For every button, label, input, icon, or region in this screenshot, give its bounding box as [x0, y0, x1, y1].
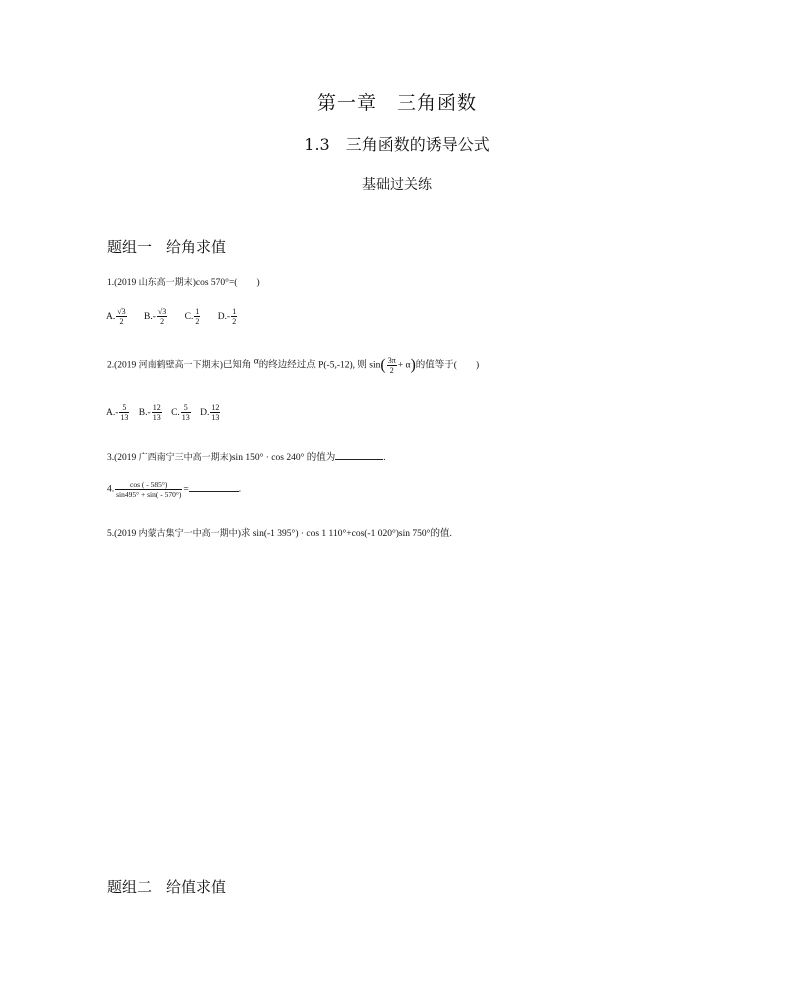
- q5-stem: )求 sin(-1 395°) · cos 1 110°+cos(-1 020°)sin 750°的值.: [237, 529, 452, 539]
- q2-source: 河南鹤壁高一下期末: [138, 360, 220, 371]
- question-5: [107, 525, 452, 539]
- q3-end: .: [383, 453, 386, 463]
- group-two-heading: [107, 876, 226, 897]
- section-title: 1.3 三角函数的诱导公式: [304, 135, 490, 154]
- q5-source: 内蒙古集宁一中高一期中: [138, 529, 238, 539]
- q2-inner-num: 3π: [387, 356, 396, 365]
- q2-inner-rest: + α: [397, 360, 411, 371]
- q2-alpha: α: [253, 356, 259, 367]
- question-2: 2.(2019 河南鹤壁高一下期末)已知角 α的终边经过点 P(-5,-12), 则 sin( $\frac{3\pi}{2}$ + α)的值等于( ): [107, 356, 480, 375]
- q3-prefix: 3.(2019: [107, 453, 137, 463]
- q2-option-d: D. $\frac{12}{13}$: [200, 403, 220, 422]
- q1-prefix: 1.(2019: [107, 278, 137, 288]
- q4-end: .: [238, 484, 242, 495]
- q1-stem: )cos 570°=( ): [192, 278, 260, 288]
- q2-stem-a: )已知角: [219, 360, 254, 371]
- q3-answer-blank[interactable]: [335, 450, 383, 460]
- question-1: [107, 274, 260, 288]
- q4-eq: =: [183, 484, 189, 495]
- q2-stem-b: 的终边经过点 P(-5,-12), 则 sin: [258, 360, 381, 371]
- q1-option-d: D.- $\frac{1}{2}$: [217, 307, 237, 326]
- q2-stem-c: 的值等于( ): [415, 360, 480, 371]
- chapter-title: 第一章 三角函数: [316, 92, 477, 114]
- q1-options: [106, 307, 252, 326]
- group-one-title: 给角求值: [166, 238, 227, 256]
- group-one-label: 题组一: [107, 238, 153, 256]
- q4-answer-blank[interactable]: [189, 482, 239, 492]
- q2-inner-den: 2: [389, 366, 394, 375]
- q1-option-b: B.- $\frac{√3}{2}$: [144, 307, 167, 326]
- q1-option-a: A. $\frac{√3}{2}$: [106, 307, 126, 326]
- q2-prefix: 2.(2019: [107, 360, 137, 371]
- q3-source: 广西南宁三中高一期末: [138, 453, 229, 463]
- q1-option-c: C. $\frac{1}{2}$: [184, 307, 200, 326]
- question-4: [107, 480, 241, 499]
- question-3: [107, 449, 386, 463]
- q1-source: 山东高一期末: [138, 278, 193, 288]
- q3-stem: )sin 150° · cos 240° 的值为: [228, 453, 336, 463]
- q4-denominator: sin495° + sin( - 570°): [116, 490, 182, 499]
- q4-numerator: cos ( - 585°): [115, 480, 182, 490]
- subtitle: 基础过关练: [362, 177, 432, 193]
- q4-prefix: 4.: [107, 484, 115, 495]
- group-two-label: 题组二: [107, 878, 153, 896]
- q2-option-b: B.- $\frac{12}{13}$: [138, 403, 161, 422]
- group-one-heading: [107, 236, 226, 257]
- q2-options: [106, 403, 235, 422]
- group-two-title: 给值求值: [166, 878, 227, 896]
- q2-option-a: A.- $\frac{5}{13}$: [106, 403, 129, 422]
- q5-prefix: 5.(2019: [107, 529, 137, 539]
- q2-option-c: C. $\frac{5}{13}$: [171, 403, 190, 422]
